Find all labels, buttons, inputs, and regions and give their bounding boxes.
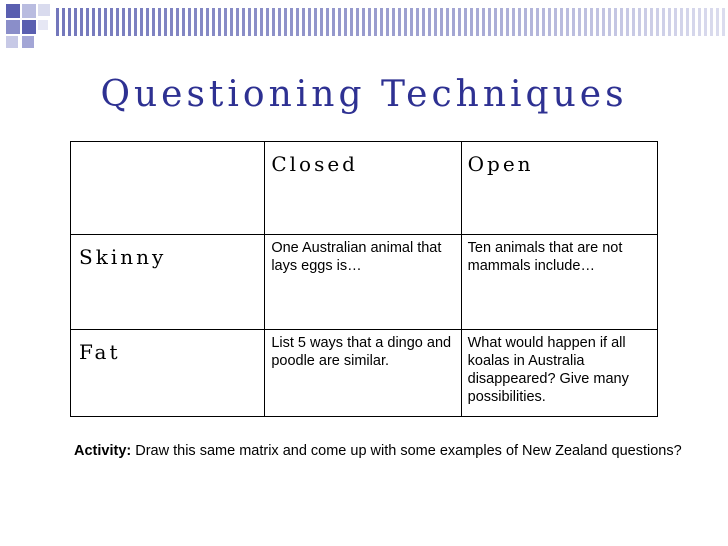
activity-text: Draw this same matrix and come up with some examples of New Zealand questions?: [131, 443, 682, 459]
row-label-cell: [71, 235, 265, 330]
header-cell-empty: [71, 142, 265, 235]
header-cell-open: [461, 142, 657, 235]
decor-square: [22, 4, 36, 18]
row-label-cell: [71, 330, 265, 417]
decor-square: [38, 4, 50, 16]
table-cell: [265, 235, 461, 330]
table-cell: [461, 235, 657, 330]
questioning-matrix: [70, 141, 658, 417]
activity-label: Activity:: [74, 443, 132, 459]
skinny-open-example: Ten animals that are not mammals include…: [467, 240, 623, 274]
table-row: [71, 235, 658, 330]
fat-closed-example: List 5 ways that a dingo and poodle are similar.: [271, 335, 452, 369]
header-stripe-fade: [56, 8, 728, 36]
header-cell-closed: [265, 142, 461, 235]
column-header-closed: Closed: [271, 152, 358, 176]
table-row: [71, 330, 658, 417]
column-header-open: Open: [467, 152, 534, 176]
decor-square: [6, 4, 20, 18]
skinny-closed-example: One Australian animal that lays eggs is…: [271, 240, 442, 274]
decor-square: [22, 36, 34, 48]
decor-square: [6, 36, 18, 48]
decor-square: [6, 20, 20, 34]
table-row: [71, 142, 658, 235]
row-label-skinny: Skinny: [79, 245, 167, 269]
decor-square: [22, 20, 36, 34]
activity-instruction: [74, 441, 684, 462]
table-cell: [461, 330, 657, 417]
table-cell: [265, 330, 461, 417]
row-label-fat: Fat: [79, 340, 121, 364]
slide-title: Questioning Techniques: [100, 74, 628, 115]
decor-square: [38, 20, 48, 30]
fat-open-example: What would happen if all koalas in Australia disappeared? Give many possibilities.: [467, 335, 629, 405]
